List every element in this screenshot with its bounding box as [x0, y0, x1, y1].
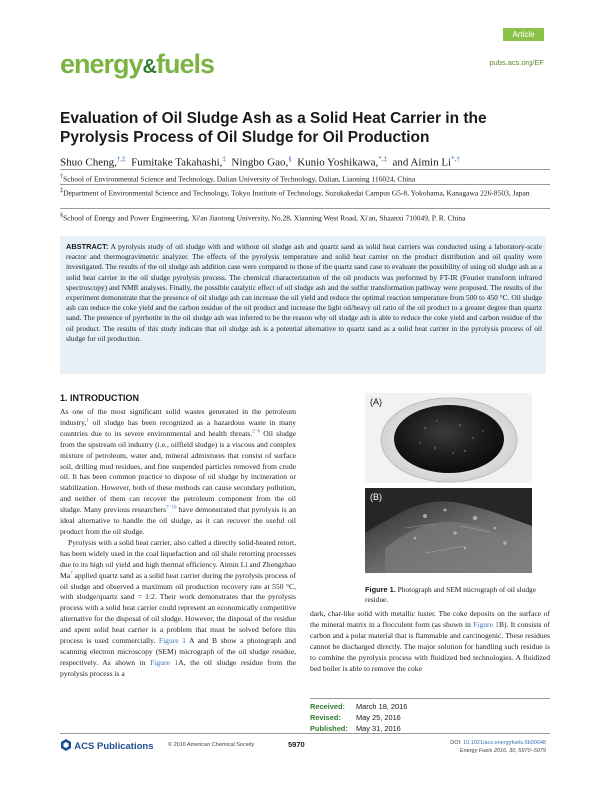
author-name[interactable]: and Aimin Li — [392, 156, 452, 169]
date-label: Revised: — [310, 713, 341, 722]
text-run: Pyrolysis with a solid heat carrier, also called a directly solid-heated retort, has been widely used in the coal liquefaction and oil shale retorting processes due to its high oil yield and high thermal efficiency. Aimin Li and Zhengzhao Ma — [60, 537, 296, 580]
dates-divider — [310, 698, 550, 699]
intro-paragraph-2 — [60, 538, 296, 680]
date-label: Received: — [310, 702, 345, 711]
copyright-notice: © 2016 American Chemical Society — [168, 742, 255, 748]
figure-panel-label: (A) — [370, 397, 382, 407]
figure-caption-text: Photograph and SEM micrograph of oil sludge residue. — [365, 585, 537, 604]
publisher-name: ACS Publications — [74, 741, 154, 752]
article-title: Evaluation of Oil Sludge Ash as a Solid Heat Carrier in the Pyrolysis Process of Oil Sludge for Oil Production — [60, 110, 487, 146]
figure-panel-label: (B) — [370, 492, 382, 502]
doi-block — [400, 739, 546, 755]
text-run: A, the oil sludge residue from the pyrolysis process is a — [60, 657, 297, 678]
text-run: B). It consists of carbon and a polar material that is flammable and carcinogenic. These residues cannot be discharged directly. The major solution for handling such residue is to combine the pyrolysis process with fluidized bed technologies. A fluidized bed boiler is able to remove the coke — [310, 619, 550, 673]
text-run: As one of the most significant solid wastes generated in the petroleum industry, — [60, 407, 296, 427]
author-affil-mark: *,† — [451, 155, 460, 163]
reference-link[interactable]: 7 — [70, 571, 73, 577]
date-value: May 25, 2016 — [356, 713, 401, 722]
author-name[interactable]: Fumitake Takahashi, — [131, 156, 223, 169]
author-name[interactable]: Ningbo Gao, — [231, 156, 289, 169]
text-run: dark, char-like solid with metallic luster. The coke deposits on the surface of the mineral matrix in a flocculent form (as shown in — [310, 609, 550, 629]
doi-label: DOI: — [450, 740, 462, 746]
section-heading: 1. INTRODUCTION — [60, 393, 140, 403]
date-label: Published: — [310, 724, 348, 733]
affiliation-mark: § — [60, 212, 64, 219]
affiliation-divider — [60, 208, 550, 209]
intro-paragraph-1 — [60, 407, 296, 538]
abstract-label: ABSTRACT: — [66, 242, 109, 251]
affiliation-text: School of Environmental Science and Technology, Dalian University of Technology, Dalian, Liaoning 116024, China — [63, 174, 416, 184]
figure-1b-sem — [365, 488, 532, 573]
author-affil-mark: †,‡ — [116, 155, 126, 163]
acs-hexagon-icon — [60, 739, 72, 751]
affiliation-text: School of Energy and Power Engineering, Xi'an Jiaotong University, No.28, Xianning West Road, Xi'an, Shaanxi 710049, P. R. China — [63, 213, 466, 223]
text-run: have demonstrated that pyrolysis is an ideal alternative to handle the oil sludge, as it can recover the useful oil product from the oil sludge. — [60, 505, 297, 536]
author-affil-mark: *,‡ — [378, 155, 387, 163]
affiliation-divider — [60, 169, 550, 170]
reference-link[interactable]: 7−10 — [166, 505, 177, 511]
publication-dates — [310, 701, 407, 734]
date-row — [310, 701, 407, 712]
journal-logo — [60, 50, 214, 81]
text-run: Oil sludge from the upstream oil industry (i.e., oilfield sludge) is a viscous and complex mixture of petroleum, water and, mineral admixtures that consist of surface soil, drilling mud residues, and fine suspended particles removed from crude oil. It has been common practice to dispose of oil sludge by incineration or stabilization. However, both of these methods can cause secondary pollution, and neither of them can recover the petroleum component from the oil sludge. Many previous researchers — [60, 428, 297, 515]
article-type-badge: Article — [503, 28, 544, 41]
figure-link[interactable]: Figure 1 — [158, 636, 186, 646]
affiliation-divider — [60, 184, 550, 185]
journal-logo-amp: & — [142, 56, 156, 78]
affiliation-text: Department of Environmental Science and Technology, Tokyo Institute of Technology, Suzukakedai Campus G5-8, Yokohama, Kanagawa 226-8503, Japan — [63, 188, 530, 198]
journal-url-link[interactable]: pubs.acs.org/EF — [489, 58, 544, 67]
date-row — [310, 712, 407, 723]
author-affil-mark: ‡ — [222, 155, 226, 163]
abstract-box — [60, 236, 546, 374]
affiliation-mark: ‡ — [60, 187, 64, 194]
left-column — [60, 407, 296, 680]
author-name[interactable]: Shuo Cheng, — [60, 156, 117, 169]
date-value: May 31, 2016 — [356, 724, 401, 733]
reference-link[interactable]: 2−6 — [252, 429, 261, 435]
journal-logo-fuels: fuels — [156, 49, 215, 79]
reference-link[interactable]: 1 — [86, 418, 89, 424]
affiliation-item — [60, 211, 550, 224]
sem-micrograph-image — [365, 488, 532, 573]
abstract-text: A pyrolysis study of oil sludge with and without oil sludge ash and quartz sand as solid heat carriers was conducted using a laboratory-scale reactor and thermogravimetric analyzer. The effects of the pyrolysis temperature and solid heat carrier on the product distribution and oil quality were investigated. The results of the oil sludge ash addition case were compared to those of the quartz sand case to evaluate the possibility of using oil sludge ash as a solid heat carrier in the oil sludge pyrolysis process. The chemical characterization of the oil products was performed by FT-IR (Fourier transform infrared spectroscopy) and NMR analyses. Finally, the possible catalytic effect of oil sludge ash and the sulfur transformation pathway were proposed. The results of the experiment demonstrate that the presence of oil sludge ash can increase the oil yield and reduce the optimal reaction temperature from 500 to 450 °C. Oil sludge ash can reduce the coke yield and the carbon residue of the oil product and increase the light oil/heavy oil ratio of the oil product to a greater degree than quartz sand. The presence of pyrrhotite in the oil sludge ash was inferred to be the reason why oil sludge ash is able to reduce the coke yield and carbon residue of the oil product. The results of this study indicate that oil sludge ash is a potential alternative to quartz sand as a solid heat carrier in the pyrolysis process of oil sludge for oil production. — [66, 242, 542, 343]
affiliation-item — [60, 186, 550, 199]
citation-text: Energy Fuels 2016, 30, 5970−5979 — [459, 748, 546, 754]
date-value: March 18, 2016 — [356, 702, 408, 711]
right-column — [310, 609, 550, 674]
intro-paragraph-3 — [310, 609, 550, 674]
figure-link[interactable]: Figure 1 — [473, 619, 499, 629]
residue-photo-image — [365, 393, 532, 483]
doi-link[interactable]: 10.1021/acs.energyfuels.6b00648 — [463, 740, 546, 746]
author-list — [60, 152, 550, 170]
affiliation-mark: † — [60, 173, 64, 180]
affiliation-item — [60, 172, 550, 185]
author-name[interactable]: Kunio Yoshikawa, — [297, 156, 379, 169]
publisher-logo[interactable] — [60, 739, 153, 752]
figure-caption-label: Figure 1. — [365, 585, 396, 594]
page-number: 5970 — [288, 740, 305, 749]
author-affil-mark: § — [288, 155, 292, 163]
figure-link[interactable]: Figure 1 — [150, 657, 179, 667]
text-run: applied quartz sand as a solid heat carrier during the pyrolysis process of oil sludge and observed a maximum oil production recovery rate at 550 °C, with sludge/quartz sand = 1:2. Their work demonstrates that the pyrolysis process with a solid heat carrier could represent an economically competitive alternative for the disposal of oil sludge. However, the disposal of the residue and spent solid heat carrier is a problem that must be solved before this process is used commercially. — [60, 570, 296, 646]
text-run: A and B show a photograph and scanning electron microscopy (SEM) micrograph of the oil sludge residue, respectively. As shown in — [60, 636, 296, 667]
figure-caption — [365, 585, 550, 605]
text-run: oil sludge has been recognized as a hazardous waste in many countries due to its severe environmental and health threats. — [60, 417, 296, 438]
figure-1a-photo — [365, 393, 532, 483]
journal-logo-energy: energy — [60, 49, 143, 79]
footer-divider — [60, 733, 550, 734]
